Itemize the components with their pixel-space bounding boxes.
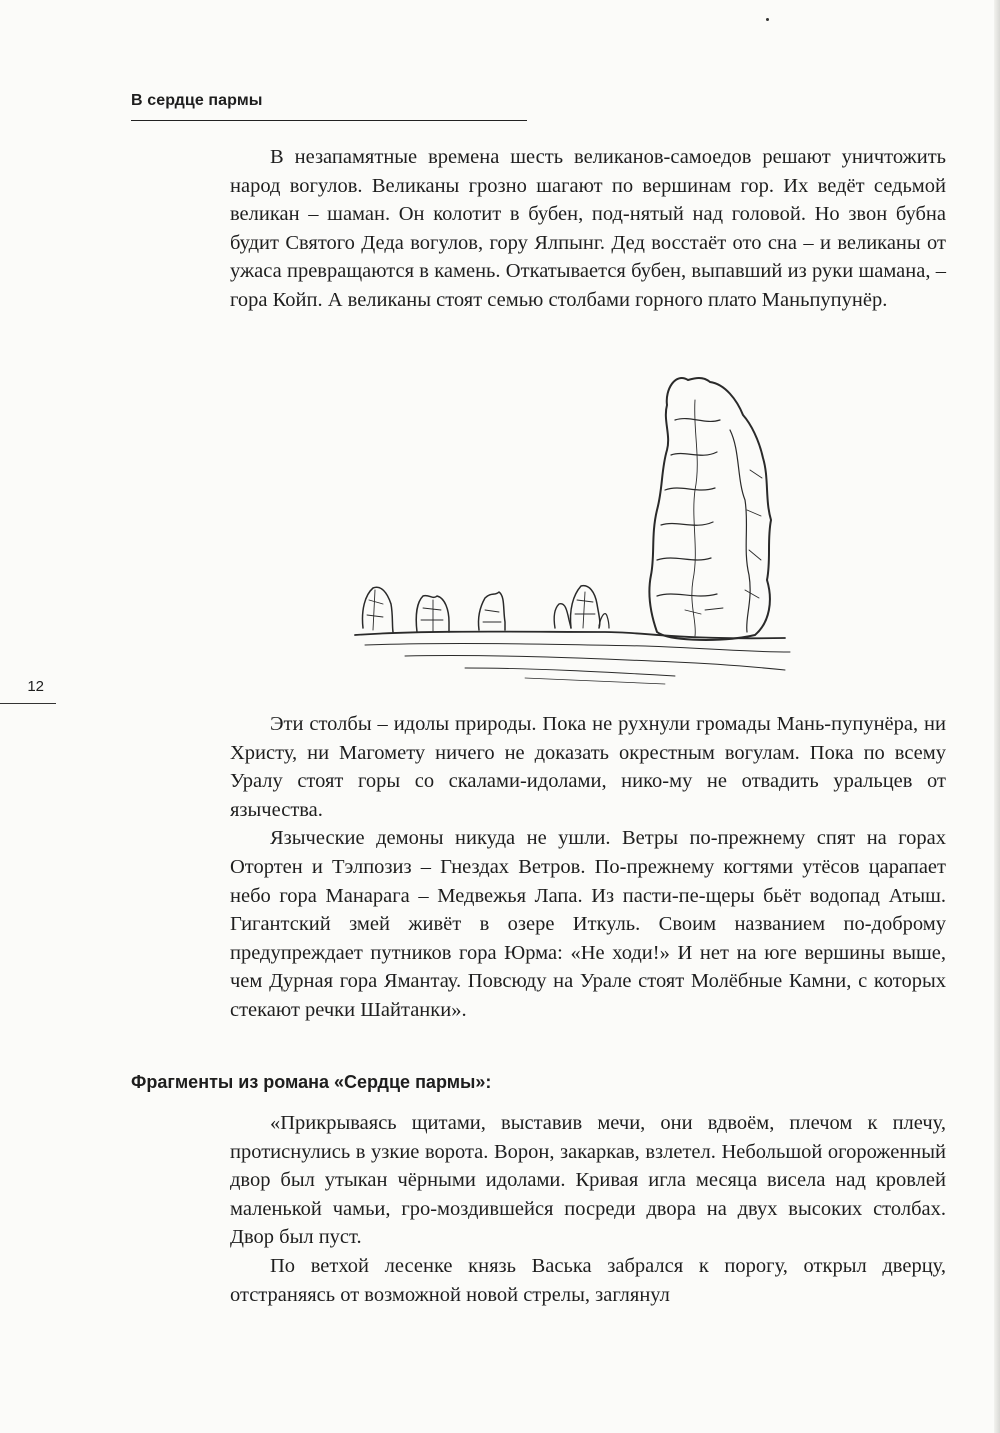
section-heading: Фрагменты из романа «Сердце пармы»: xyxy=(131,1072,492,1092)
running-title: В сердце пармы xyxy=(131,92,263,109)
text-block-top xyxy=(230,143,946,315)
text-block-middle xyxy=(230,710,946,1025)
running-header xyxy=(131,92,527,121)
paragraph: «Прикрываясь щитами, выставив мечи, они вдвоём, плечом к плечу, протиснулись в узкие ворота. Ворон, закаркав, взлетел. Небольшой огороженный двор был утыкан чёрными идолами. Кривая игла месяца висела над кровлей маленькой чамьи, гро-моздившейся посреди двора на двух высоких столбах. Двор был пуст. xyxy=(230,1112,946,1249)
paragraph: В незапамятные времена шесть великанов-самоедов решают уничтожить народ вогулов. Великаны грозно шагают по вершинам гор. Их ведёт седьмой великан – шаман. Он колотит в бубен, под-нятый над головой. Но звон бубна будит Святого Деда вогулов, гору Ялпынг. Дед восстаёт ото сна – и великаны от ужаса превращаются в камень. Откатывается бубен, выпавший из руки шамана, – гора Койп. А великаны стоят семью столбами горного плато Маньпупунёр. xyxy=(230,146,946,311)
page-number: 12 xyxy=(0,678,56,704)
text-block-bottom xyxy=(230,1109,946,1309)
page-edge xyxy=(994,0,1000,1433)
paragraph: По ветхой лесенке князь Васька забрался к порогу, открыл дверцу, отстраняясь от возможной новой стрелы, заглянул xyxy=(230,1254,946,1306)
paragraph: Языческие демоны никуда не ушли. Ветры по-прежнему спят на горах Отортен и Тэлпозиз – Гнездах Ветров. По-прежнему когтями утёсов царапает небо гора Манарага – Медвежья Лапа. Из пасти-пе-щеры бьёт водопад Атыш. Гигантский змей живёт в озере Иткуль. Своим названием по-доброму предупреждает путников гора Юрма: «Не ходи!» И нет на юге вершины выше, чем Дурная гора Ямантау. Повсюду на Урале стоят Молёбные Камни, с которых стекают речки Шайтанки». xyxy=(230,827,946,1021)
rock-pillars-drawing-icon xyxy=(345,360,805,690)
print-speck xyxy=(766,18,769,21)
paragraph: Эти столбы – идолы природы. Пока не рухнули громады Мань-пупунёра, ни Христу, ни Магомету ничего не доказать окрестным вогулам. Пока по всему Уралу стоят горы со скалами-идолами, нико-му не отвадить уральцев от язычества. xyxy=(230,713,946,821)
